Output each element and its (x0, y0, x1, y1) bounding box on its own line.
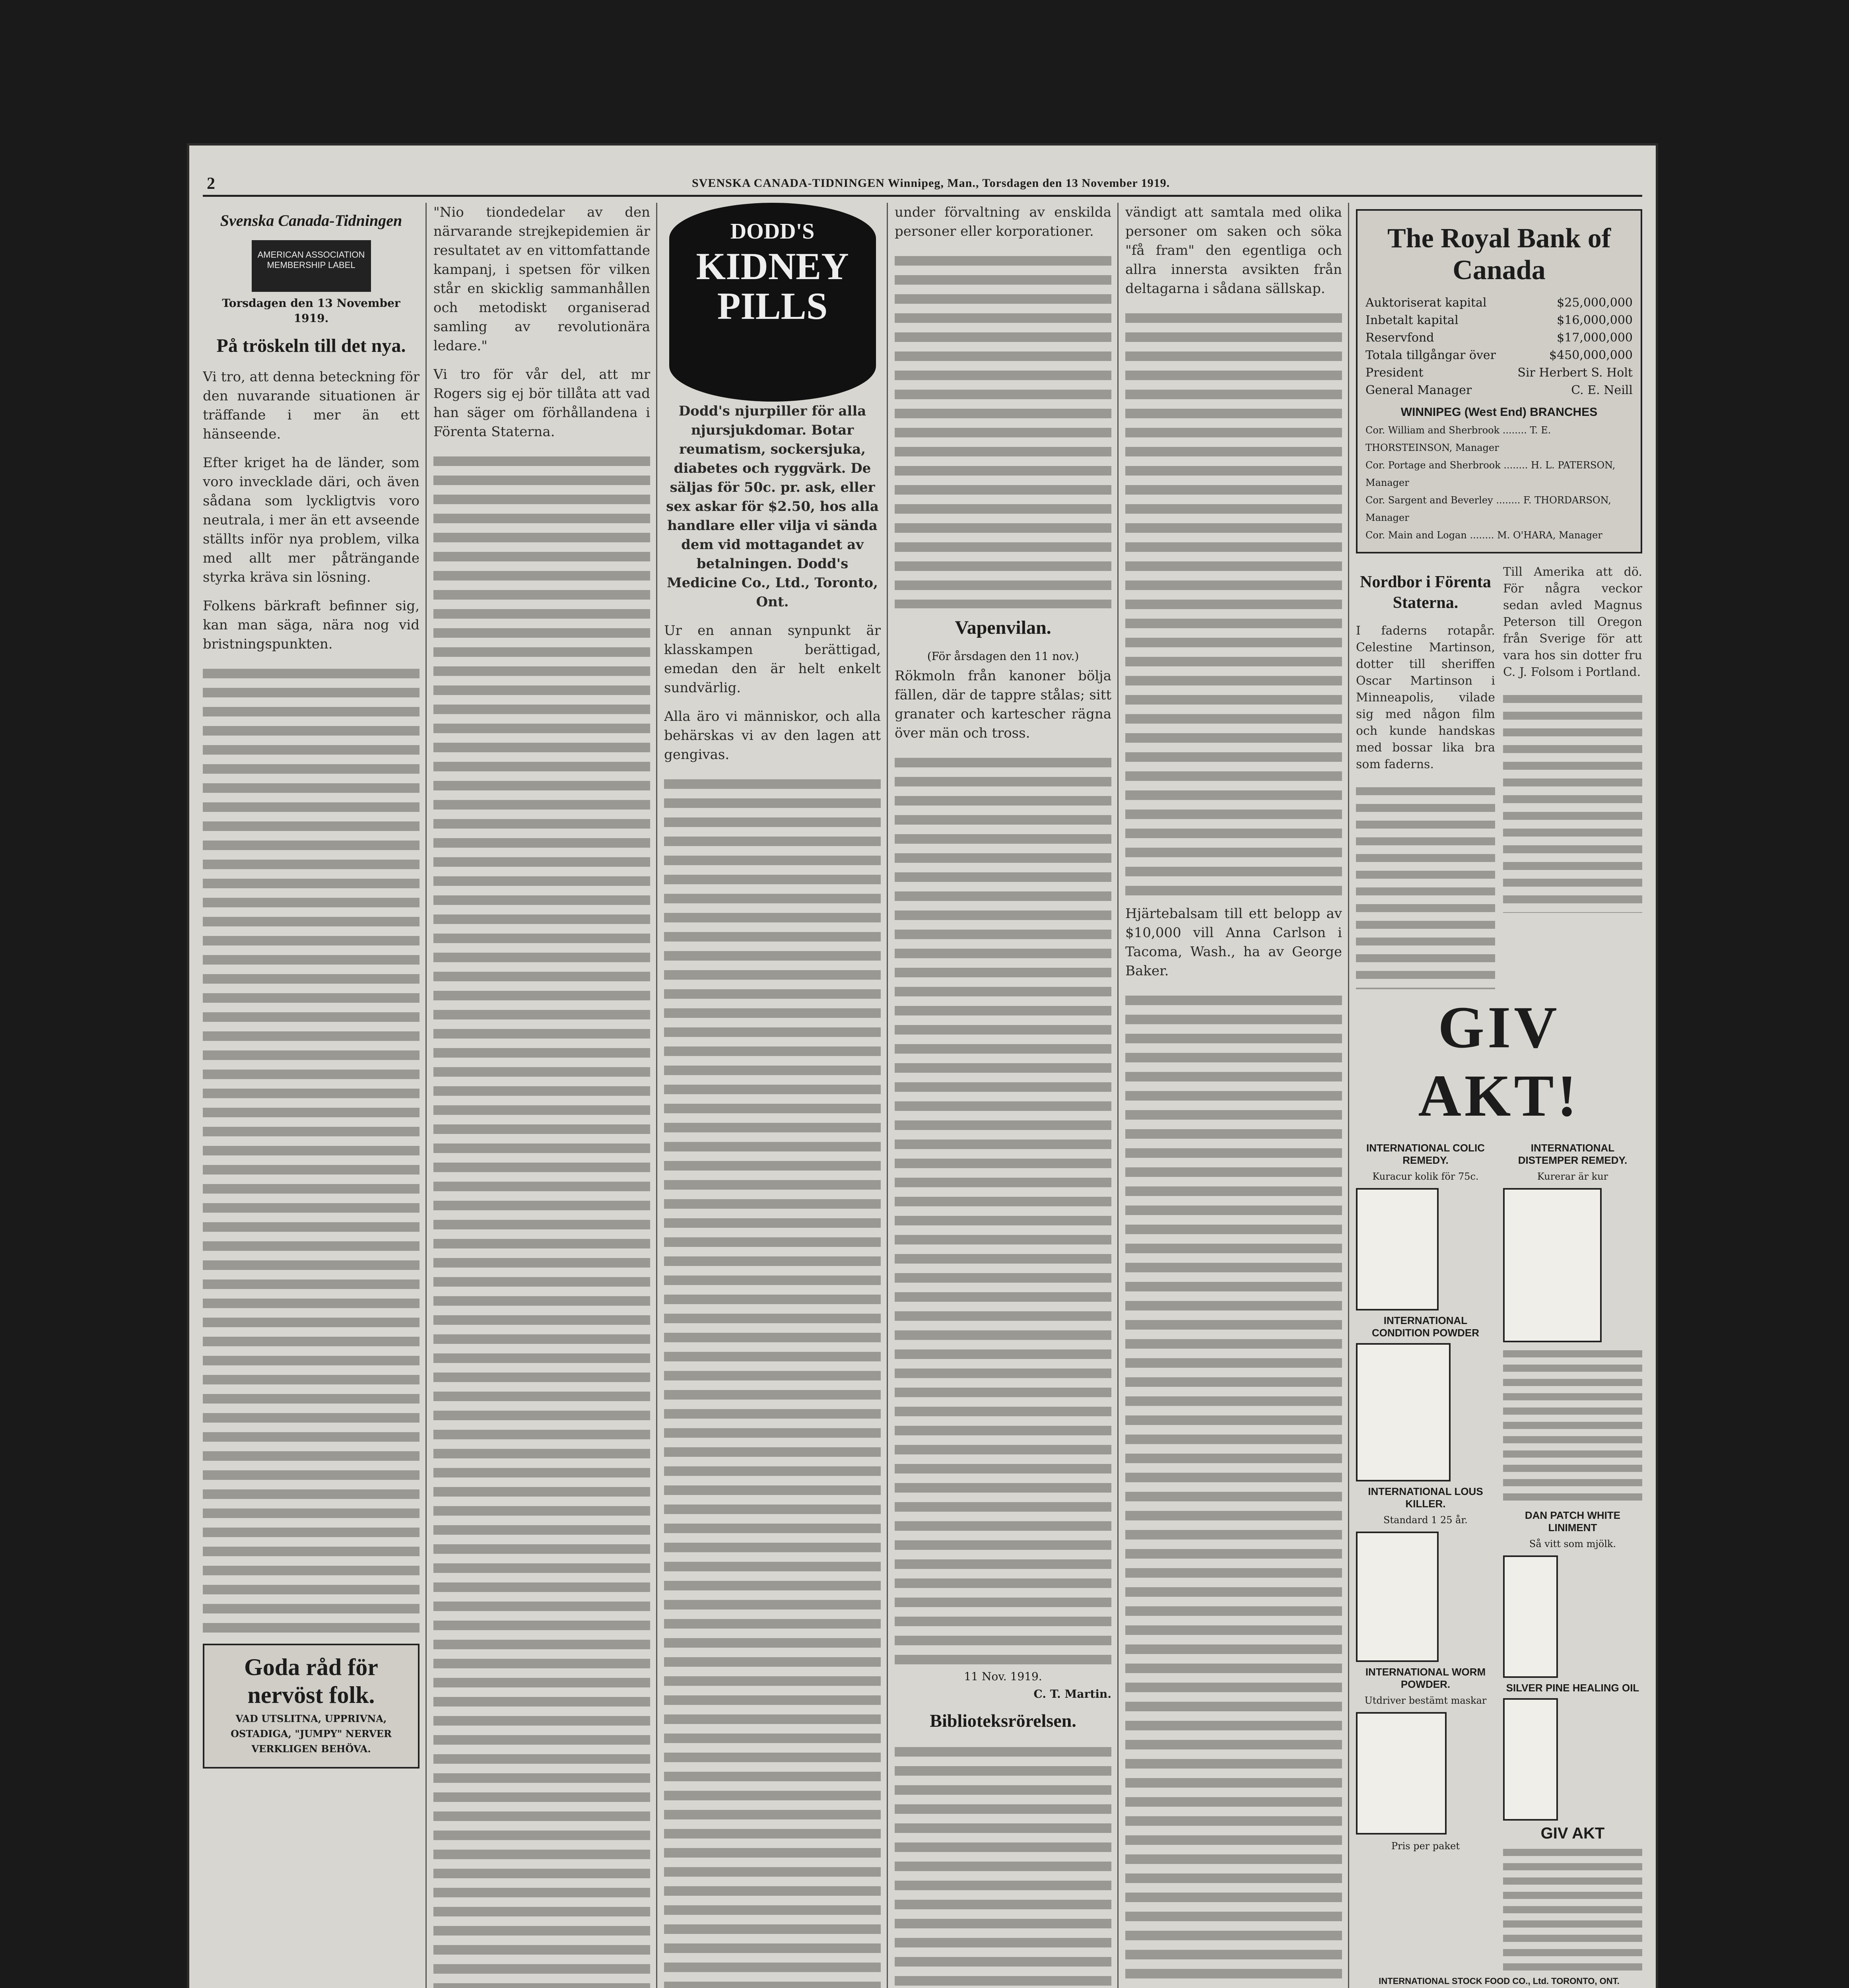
paper-name: Svenska Canada-Tidningen (220, 212, 402, 229)
bank-row-label: President (1365, 366, 1424, 380)
page-number: 2 (207, 175, 215, 193)
article-paragraph: Ur en annan synpunkt är klasskampen berättigad, emedan den är helt enkelt sundvärlig. (664, 623, 881, 696)
poem-stanza: Rökmoln från kanoner bölja fällen, där de tappre stålas; sitt granater och kartescher rägna över män och tross. (895, 668, 1111, 741)
liniment-bottle (1503, 1555, 1558, 1678)
body-text-block (1125, 990, 1342, 1988)
royal-bank-ad (1356, 209, 1642, 553)
kidney-brand: KIDNEY PILLS (696, 245, 849, 327)
nervous-ad (203, 1644, 420, 1769)
poem-signature: C. T. Martin. (1033, 1687, 1111, 1701)
kidney-caption: Dodd's njurpiller för alla njursjukdomar. Botar reumatism, sockersjuka, diabetes och ryggvärk. De säljas för 50c. pr. ask, eller sex askar för $2.50, hos alla handlare eller vilja vi sända dem vid mottagandet av betalningen. Dodd's Medicine Co., Ltd., Toronto, Ont. (666, 403, 879, 610)
ad-price: Kuracur kolik för 75c. (1372, 1171, 1479, 1182)
nervous-ad-title: Goda råd för nervöst folk. (244, 1654, 378, 1708)
body-text-block (1503, 690, 1642, 913)
body-text-block (1125, 308, 1342, 904)
column-6 (1356, 203, 1642, 1988)
bank-row-value: $16,000,000 (1557, 313, 1633, 327)
louse-killer-can (1356, 1532, 1439, 1662)
distemper-remedy-bottle (1503, 1188, 1602, 1342)
bank-row-label: Auktoriserat kapital (1365, 296, 1487, 310)
column-3 (664, 203, 881, 1988)
bank-row-label: Reservfond (1365, 331, 1434, 345)
header-line: SVENSKA CANADA-TIDNINGEN Winnipeg, Man., Torsdagen den 13 November 1919. (692, 177, 1170, 190)
body-text-block (1503, 1845, 1642, 1972)
article-paragraph: Alla äro vi människor, och alla behärskas vi av den lagen att gengivas. (664, 709, 881, 763)
poem-title: Vapenvilan. (955, 617, 1051, 638)
poem-date: 11 Nov. 1919. (964, 1670, 1042, 1683)
bank-row-label: Inbetalt kapital (1365, 313, 1459, 327)
column-rule (1117, 203, 1119, 1988)
poem-subtitle: (För årsdagen den 11 nov.) (927, 650, 1079, 663)
bank-name: The Royal Bank of Canada (1387, 223, 1611, 285)
body-text-block (433, 451, 650, 1988)
ad-price: Pris per paket (1391, 1840, 1460, 1852)
nervous-ad-sub: VAD UTSLITNA, UPPRIVNA, OSTADIGA, "JUMPY" NERVER VERKLIGEN BEHÖVA. (231, 1713, 392, 1755)
branch-rows (1365, 421, 1633, 544)
article-paragraph: Vi tro för vår del, att mr Rogers sig ej bör tillåta att vad han säger om förhållandena i Förenta Staterna. (433, 367, 650, 440)
newspaper-page (187, 143, 1658, 1988)
giv-akt-small: GIV AKT (1540, 1825, 1605, 1842)
masthead (203, 171, 1642, 197)
column-rule (1348, 203, 1349, 1988)
column-2 (433, 203, 650, 1988)
body-text-block (1356, 782, 1495, 989)
ad-name: INTERNATIONAL COLIC REMEDY. (1366, 1142, 1485, 1166)
bank-row (1365, 347, 1633, 364)
branch-title: WINNIPEG (West End) BRANCHES (1400, 406, 1598, 419)
column-1 (203, 203, 420, 1988)
bank-rows (1365, 294, 1633, 399)
bank-row-value: C. E. Neill (1571, 383, 1633, 397)
healing-oil-bottle (1503, 1698, 1558, 1821)
news-paragraph: Till Amerika att dö. För några veckor sedan avled Magnus Peterson till Oregon från Sverige för att vara hos sin dotter fru C. J. Folsom i Portland. (1503, 565, 1642, 679)
column-5 (1125, 203, 1342, 1988)
section-title: Biblioteksrörelsen. (930, 1710, 1076, 1731)
body-text-block (203, 663, 420, 1637)
body-text-block (664, 774, 881, 1988)
ad-name: INTERNATIONAL DISTEMPER REMEDY. (1518, 1142, 1628, 1166)
body-text-block (895, 1741, 1111, 1988)
date-line: Torsdagen den 13 November 1919. (222, 297, 400, 325)
ad-name: INTERNATIONAL CONDITION POWDER (1371, 1314, 1480, 1339)
ad-subtitle: Så vitt som mjölk. (1529, 1538, 1616, 1549)
condition-powder-package (1356, 1343, 1451, 1481)
ad-name: INTERNATIONAL LOUS KILLER. (1368, 1485, 1483, 1510)
kidney-pills-box (669, 203, 876, 402)
news-title: Nordbor i Förenta Staterna. (1360, 573, 1491, 612)
article-paragraph: "Nio tiondedelar av den närvarande strejkepidemien är resultatet av en vittomfattande kampanj, i spetsen för vilken står en skicklig sammanhållen och metodiskt organiserad samling av revolutionära ledare." (433, 204, 650, 354)
bank-row-value: $25,000,000 (1557, 296, 1633, 310)
branch-row: Cor. William and Sherbrook ........ T. E. THORSTEINSON, Manager (1365, 425, 1551, 453)
editorial-title: På tröskeln till det nya. (216, 335, 406, 356)
association-seal: AMERICAN ASSOCIATION MEMBERSHIP LABEL (252, 240, 371, 292)
bank-row (1365, 329, 1633, 347)
body-text-block (895, 250, 1111, 608)
branch-row: Cor. Main and Logan ........ M. O'HARA, Manager (1365, 530, 1602, 541)
ad-price: Kurerar är kur (1537, 1171, 1608, 1182)
ad-subtitle: Utdriver bestämt maskar (1364, 1695, 1487, 1706)
article-paragraph: Hjärtebalsam till ett belopp av $10,000 vill Anna Carlson i Tacoma, Wash., ha av George Baker. (1125, 906, 1342, 979)
branch-row: Cor. Sargent and Beverley ........ F. THORDARSON, Manager (1365, 495, 1611, 523)
editorial-paragraph: Vi tro, att denna beteckning för den nuvarande situationen är träffande i mer än ett hänseende. (203, 369, 420, 442)
editorial-paragraph: Folkens bärkraft befinner sig, kan man säga, nära nog vid bristningspunkten. (203, 598, 420, 652)
ad-name: INTERNATIONAL WORM POWDER. (1365, 1666, 1486, 1690)
ad-name: DAN PATCH WHITE LINIMENT (1525, 1509, 1621, 1534)
bank-row (1365, 364, 1633, 382)
bank-row-value: $17,000,000 (1557, 331, 1633, 345)
article-paragraph: under förvaltning av enskilda personer eller korporationer. (895, 204, 1111, 239)
bank-row-label: Totala tillgångar över (1365, 348, 1496, 362)
body-text-block (1503, 1346, 1642, 1505)
stock-food-line: INTERNATIONAL STOCK FOOD CO., Ltd. TORONTO, ONT. (1379, 1976, 1620, 1986)
editorial-paragraph: Efter kriget ha de länder, som voro invecklade däri, och även sådana som lyckligtvis voro neutrala, i mer än ett avseende ställts inför nya problem, vilka med allt mer påträngande styrka kräva sin lösning. (203, 455, 420, 585)
column-rule (425, 203, 427, 1988)
column-4 (895, 203, 1111, 1988)
news-paragraph: I faderns rotapår. Celestine Martinson, dotter till sheriffen Oscar Martinson i Minneapolis, vilade sig med någon film och kunde handskas med bossar lika bra som faderns. (1356, 624, 1495, 771)
ad-name: SILVER PINE HEALING OIL (1506, 1682, 1639, 1694)
ad-subtitle: Standard 1 25 år. (1383, 1514, 1468, 1526)
colic-remedy-bottle (1356, 1188, 1439, 1310)
column-rule (887, 203, 888, 1988)
kidney-brand-top: DODD'S (730, 219, 815, 244)
body-text-block (895, 752, 1111, 1667)
bank-row (1365, 382, 1633, 399)
branch-row: Cor. Portage and Sherbrook ........ H. L. PATERSON, Manager (1365, 460, 1616, 488)
bank-row-value: $450,000,000 (1549, 348, 1633, 362)
worm-powder-package (1356, 1712, 1447, 1835)
bank-row-label: General Manager (1365, 383, 1472, 397)
column-rule (656, 203, 657, 1988)
bank-row-value: Sir Herbert S. Holt (1517, 366, 1633, 380)
article-paragraph: vändigt att samtala med olika personer om saken och söka "få fram" den egentliga och allra innersta avsikten från deltagarna i sådana sällskap. (1125, 204, 1342, 297)
bank-row (1365, 294, 1633, 312)
bank-row (1365, 312, 1633, 329)
giv-akt-title: GIV AKT! (1418, 994, 1580, 1129)
